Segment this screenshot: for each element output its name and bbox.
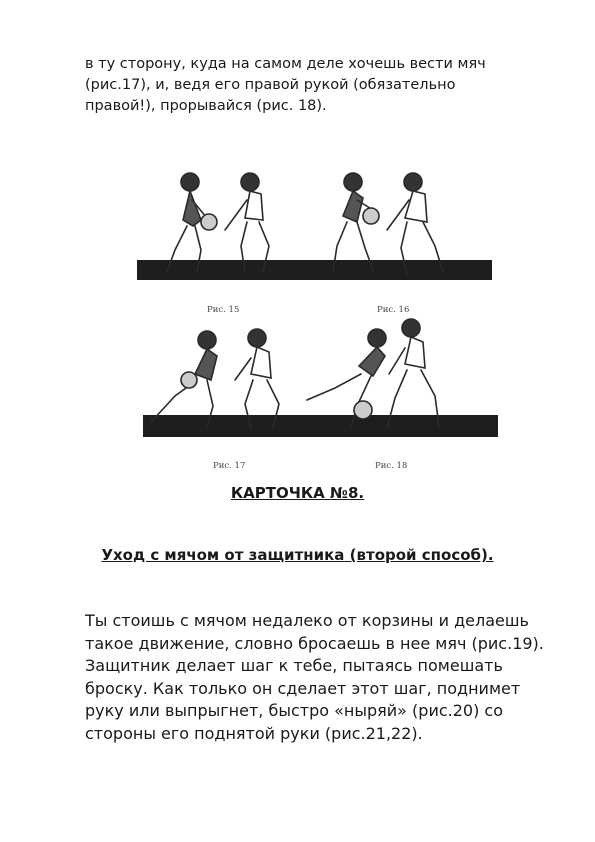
body-line: Ты стоишь с мячом недалеко от корзины и делаешь [85,611,529,630]
intro-line: (рис.17), и, ведя его правой рукой (обязательно [85,77,456,93]
ball [181,372,197,388]
body-paragraph [85,610,555,745]
figure-label: Рис. 18 [375,461,408,471]
player-figure [387,173,443,274]
intro-line: в ту сторону, куда на самом деле хочешь вести мяч [85,56,486,72]
figure-label: Рис. 16 [377,305,410,315]
card-title: КАРТОЧКА №8. [230,484,365,502]
ball [201,214,217,230]
ball [354,401,372,419]
body-line: Защитник делает шаг к тебе, пытаясь помешать [85,656,503,675]
intro-paragraph [85,54,555,117]
illustration-figures-15-18 [95,160,503,478]
figure-label: Рис. 17 [213,461,246,471]
player-figure [307,329,386,428]
figure-label: Рис. 15 [207,305,240,315]
player-figure [387,319,439,428]
player-figure [225,173,269,272]
basketball-drawing [95,160,503,478]
intro-line: правой!), прорывайся (рис. 18). [85,98,327,114]
ground-strip [143,415,498,437]
ground-strip [137,260,492,280]
card-subtitle: Уход с мячом от защитника (второй способ). [101,546,494,564]
body-line: руку или выпрыгнет, быстро «ныряй» (рис.20) со [85,701,504,720]
ball [363,208,379,224]
player-figure [235,329,279,428]
body-line: стороны его поднятой руки (рис.21,22). [85,723,423,743]
body-line: броску. Как только он сделает этот шаг, поднимет [85,678,521,698]
body-line: такое движение, словно бросаешь в нее мяч (рис.19). [85,633,544,653]
